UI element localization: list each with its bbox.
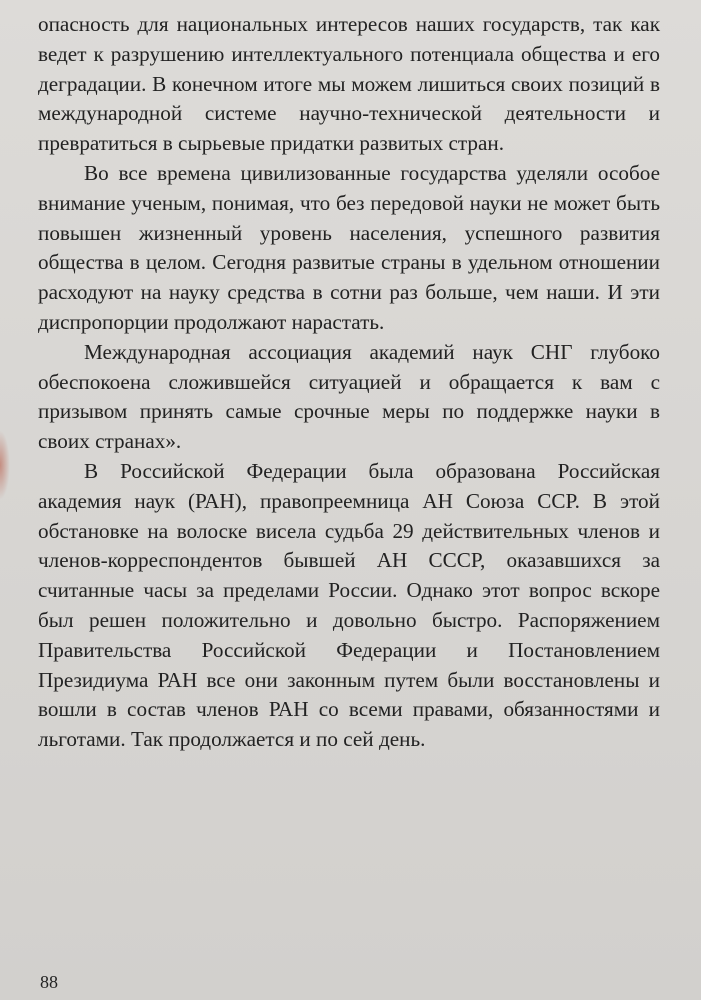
body-text	[38, 10, 660, 755]
paragraph-1: опасность для национальных интересов наших государств, так как ведет к разрушению интеллектуального потенциала общества и его деградации. В конечном итоге мы можем лишиться своих позиций в международной системе научно-технической деятельности и превратиться в сырьевые придатки развитых стран.	[38, 12, 660, 156]
finger-shadow	[0, 430, 10, 500]
paragraph-4: В Российской Федерации была образована Российская академия наук (РАН), правопреемница АН Союза ССР. В этой обстановке на волоске висела судьба 29 действительных членов и членов-корреспондентов бывшей АН СССР, оказавшихся за считанные часы за пределами России. Однако этот вопрос вскоре был решен положительно и довольно быстро. Распоряжением Правительства Российской Федерации и Постановлением Президиума РАН все они законным путем были восстановлены и вошли в состав членов РАН со всеми правами, обязанностями и льготами. Так продолжается и по сей день.	[38, 458, 660, 752]
paragraph-3: Международная ассоциация академий наук СНГ глубоко обеспокоена сложившейся ситуацией и обращается к вам с призывом принять самые срочные меры по поддержке науки в своих странах».	[38, 339, 660, 454]
page-number: 88	[40, 972, 58, 992]
paragraph-2: Во все времена цивилизованные государства уделяли особое внимание ученым, понимая, что без передовой науки не может быть повышен жизненный уровень населения, успешного развития общества в целом. Сегодня развитые страны в удельном отношении расходуют на науку средства в сотни раз больше, чем наши. И эти диспропорции продолжают нарастать.	[38, 160, 660, 334]
